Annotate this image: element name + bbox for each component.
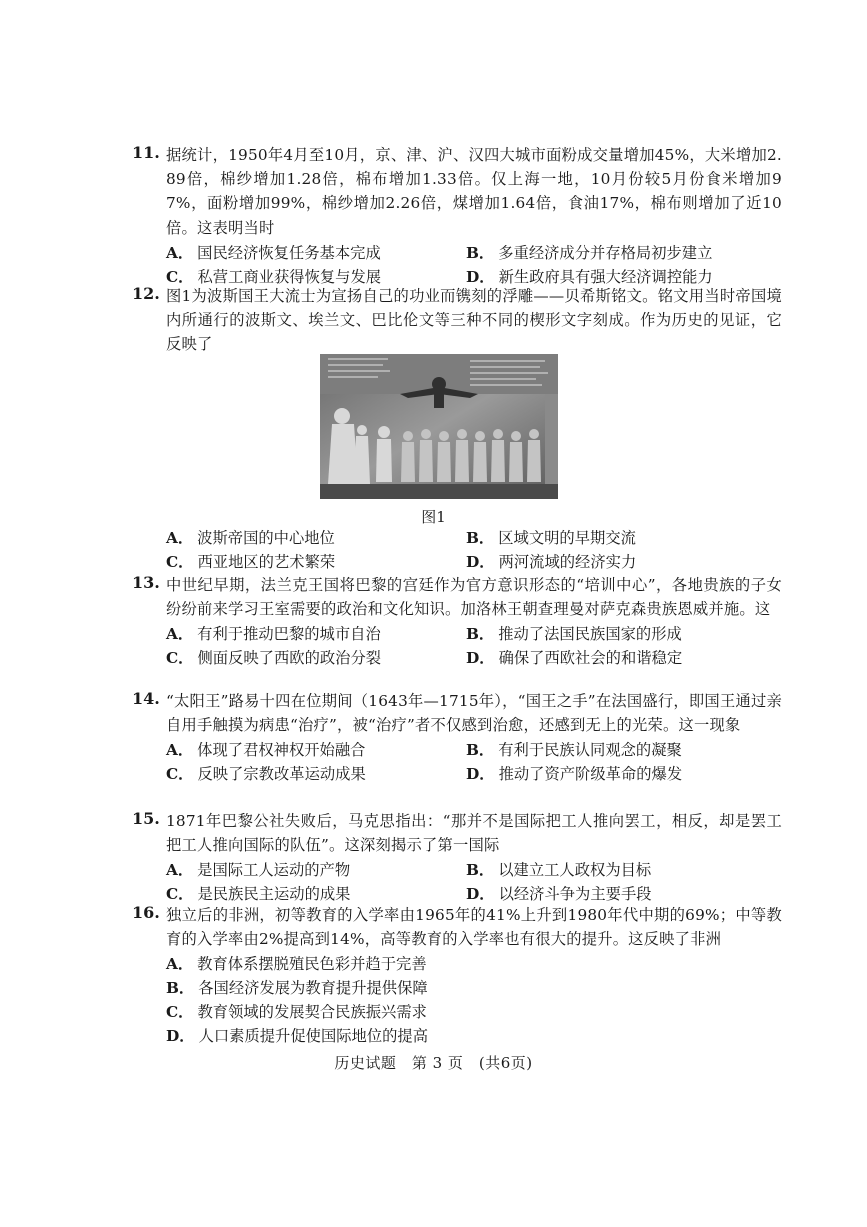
- question-14: [132, 689, 782, 786]
- question-stem: 图1为波斯国王大流士为宣扬自己的功业而镌刻的浮雕——贝希斯铭文。铭文用当时帝国境内所通行的波斯文、埃兰文、巴比伦文等三种不同的楔形文字刻成。作为历史的见证，它反映了: [166, 287, 782, 354]
- question-stem: 中世纪早期，法兰克王国将巴黎的宫廷作为官方意识形态的“培训中心”，各地贵族的子女纷纷前来学习王室需要的政治和文化知识。加洛林王朝查理曼对萨克森贵族恩威并施。这: [166, 576, 782, 619]
- option-b[interactable]: B． 区域文明的早期交流: [466, 529, 636, 547]
- option-c[interactable]: C． 教育领域的发展契合民族振兴需求: [166, 1003, 427, 1022]
- option-b[interactable]: B． 推动了法国民族国家的形成: [466, 625, 682, 644]
- question-15: [132, 809, 782, 906]
- question-stem: “太阳王”路易十四在位期间（1643年—1715年），“国王之手”在法国盛行，即国王通过亲自用手触摸为病患“治疗”，被“治疗”者不仅感到治愈，还感到无上的光荣。这一现象: [166, 692, 782, 735]
- question-stem: 独立后的非洲，初等教育的入学率由1965年的41%上升到1980年代中期的69%；中等教育的入学率由2%提高到14%，高等教育的入学率也有很大的提升。这反映了非洲: [166, 906, 782, 949]
- options: [166, 526, 782, 574]
- options: [166, 738, 782, 786]
- option-c[interactable]: C． 反映了宗教改革运动成果: [166, 765, 366, 784]
- question-number: 16.: [132, 903, 160, 922]
- option-b[interactable]: B． 以建立工人政权为目标: [466, 861, 652, 880]
- option-a[interactable]: A． 波斯帝国的中心地位: [166, 529, 335, 547]
- question-16: [132, 903, 782, 1048]
- option-d[interactable]: D． 确保了西欧社会的和谐稳定: [466, 649, 683, 668]
- option-d[interactable]: D． 两河流域的经济实力: [466, 553, 637, 571]
- question-12-options: [132, 526, 782, 574]
- options: [166, 622, 782, 670]
- question-number: 14.: [132, 689, 160, 708]
- option-b[interactable]: B． 各国经济发展为教育提升提供保障: [166, 979, 428, 998]
- behistun-relief-image: [320, 354, 558, 499]
- options: [166, 858, 782, 906]
- option-a[interactable]: A． 体现了君权神权开始融合: [166, 741, 366, 760]
- option-d[interactable]: D． 新生政府具有强大经济调控能力: [466, 267, 713, 286]
- option-b[interactable]: B． 有利于民族认同观念的凝聚: [466, 741, 682, 760]
- option-b[interactable]: B． 多重经济成分并存格局初步建立: [466, 243, 713, 262]
- option-c[interactable]: C． 侧面反映了西欧的政治分裂: [166, 649, 382, 668]
- question-number: 11.: [132, 143, 160, 162]
- question-stem: 据统计，1950年4月至10月，京、津、沪、汉四大城市面粉成交量增加45%，大米增加2.89倍，棉纱增加1.28倍，棉布增加1.33倍。仅上海一地，10月份较5月份食米增加97%，面粉增加99%，棉纱增加2.26倍，煤增加1.64倍，食油17%，棉布则增加了近10倍。这表明当时: [166, 146, 782, 237]
- figure-caption: 图1: [421, 508, 446, 526]
- option-a[interactable]: A． 国民经济恢复任务基本完成: [166, 243, 381, 262]
- question-number: 15.: [132, 809, 160, 828]
- option-a[interactable]: A． 教育体系摆脱殖民色彩并趋于完善: [166, 955, 427, 974]
- question-13: [132, 573, 782, 670]
- question-number: 12.: [132, 284, 160, 303]
- options: [166, 241, 782, 289]
- option-d[interactable]: D． 推动了资产阶级革命的爆发: [466, 765, 683, 784]
- question-12: [132, 284, 782, 357]
- relief-photo: [320, 354, 558, 499]
- question-11: [132, 143, 782, 289]
- option-c[interactable]: C． 私营工商业获得恢复与发展: [166, 267, 382, 286]
- option-a[interactable]: A． 是国际工人运动的产物: [166, 861, 351, 880]
- page-footer: 历史试题 第 3 页 (共6页): [334, 1054, 533, 1072]
- option-d[interactable]: D． 人口素质提升促使国际地位的提高: [166, 1027, 429, 1046]
- option-c[interactable]: C． 是民族民主运动的成果: [166, 885, 351, 904]
- option-a[interactable]: A． 有利于推动巴黎的城市自治: [166, 625, 381, 644]
- question-stem: 1871年巴黎公社失败后，马克思指出：“那并不是国际把工人推向罢工，相反，却是罢工把工人推向国际的队伍”。这深刻揭示了第一国际: [166, 812, 782, 855]
- option-c[interactable]: C． 西亚地区的艺术繁荣: [166, 553, 336, 571]
- option-d[interactable]: D． 以经济斗争为主要手段: [466, 885, 652, 904]
- question-number: 13.: [132, 573, 160, 592]
- options: [166, 952, 782, 1048]
